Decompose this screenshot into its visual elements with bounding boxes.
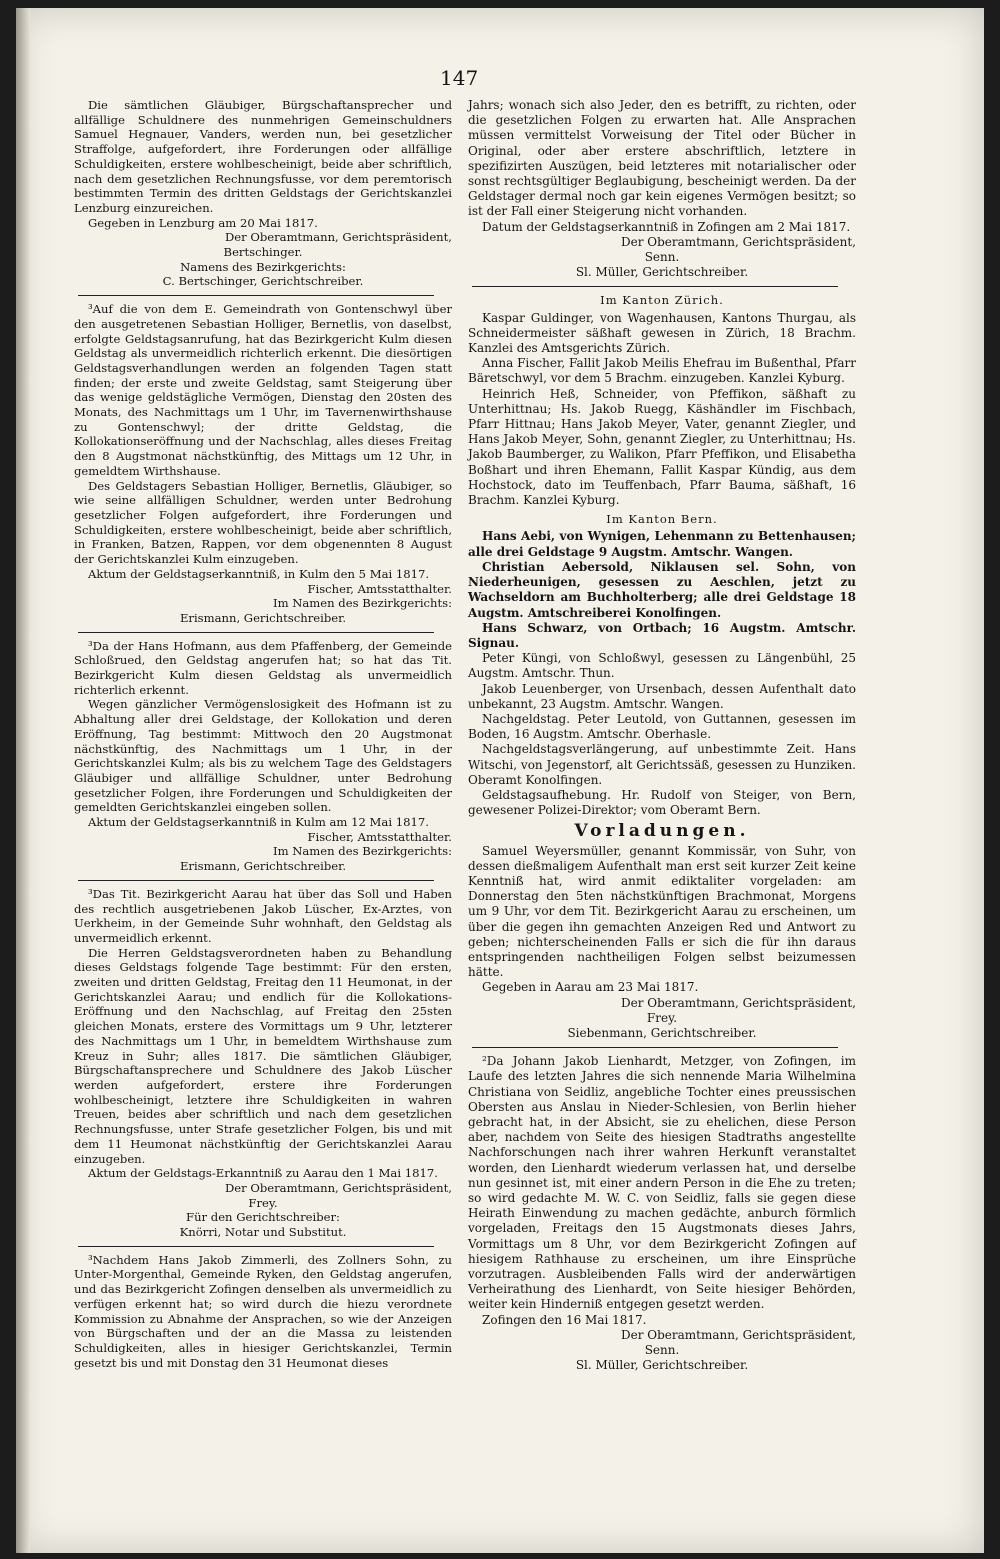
signature-line: Frey.: [248, 1195, 278, 1210]
divider: [78, 1246, 434, 1247]
notice-date: Aktum der Geldstagserkanntniß in Kulm am 12 Mai 1817.: [88, 815, 429, 830]
signature-line: Der Oberamtmann, Gerichtspräsident,: [620, 995, 856, 1010]
list-item: Christian Aebersold, Niklausen sel. Sohn, von Niederheunigen, gesessen zu Aeschlen, jetzt zu Wachseldorn am Buchholterberg; alle drei Geldstage 18 Augstm. Amtschreiberei Konolfingen.: [468, 559, 856, 620]
signature-line: Im Namen des Bezirkgerichts:: [272, 596, 452, 611]
signature-line: Der Oberamtmann, Gerichtspräsident,: [224, 230, 452, 245]
notice-date: Aktum der Geldstagserkanntniß, in Kulm den 5 Mai 1817.: [88, 566, 430, 581]
notice-body: ³Auf die von dem E. Gemeindrath von Gontenschwyl über den ausgetretenen Sebastian Holliger, Bernetlis, von daselbst, erfolgte Geldstagsanrufung, hat das Bezirkgericht Kulm diesen Geldstag als unvermeidlich richterlich erkennt. Die diesörtigen Geldstagsverhandlungen werden an folgenden Tagen statt finden; der erste und zweite Geldstag, samt Steigerung über das wenige geldstägliche Vermögen, Dienstag den 20sten des Monats, des Nachmittags um 1 Uhr, im Tavernenwirthshause zu Gontenschwyl; der dritte Geldstag, die Kollokationseröffnung und der Nachschlag, alles dieses Freitag den 8 Augstmonat nächstkünftig, des Mittags um 12 Uhr, in gemeldtem Wirthshause.: [74, 302, 452, 478]
right-column: [468, 98, 856, 1373]
signature-line: Der Oberamtmann, Gerichtspräsident,: [620, 1327, 856, 1342]
signature-line: Senn.: [644, 250, 680, 265]
notice-body: Die sämtlichen Gläubiger, Bürgschaftansprecher und allfällige Schuldnere des nunmehrigen Gemeinschuldners Samuel Hegnauer, Vanders, werden nun, bei gesetzlicher Straffolge, aufgefordert, ihre Forderungen oder allfällige Schuldigkeiten, erstere wohlbescheinigt, beide aber schriftlich, nach dem gesetzlichen Rechnungsfusse, vor dem peremtorisch bestimmten Termin des dritten Geldstags der Gerichtskanzlei Lenzburg einzureichen.: [74, 98, 452, 215]
list-item: Geldstagsaufhebung. Hr. Rudolf von Steiger, von Bern, gewesener Polizei-Direktor; vom Oberamt Bern.: [468, 787, 856, 818]
list-item: Hans Aebi, von Wynigen, Lehenmann zu Bettenhausen; alle drei Geldstage 9 Augstm. Amtschr. Wangen.: [468, 529, 856, 559]
notice-body: ³Da der Hans Hofmann, aus dem Pfaffenberg, der Gemeinde Schloßrued, den Geldstag angerufen hat; so hat das Tit. Bezirkgericht Kulm diesen Geldstag als unvermeidlich richterlich erkennt.: [74, 638, 452, 697]
notice-date: Gegeben in Lenzburg am 20 Mai 1817.: [88, 215, 318, 230]
notice-date: Datum der Geldstagserkanntniß in Zofingen am 2 Mai 1817.: [482, 219, 851, 234]
notice-body: Wegen gänzlicher Vermögenslosigkeit des Hofmann ist zu Abhaltung aller drei Geldstage, der Kollokation und deren Eröffnung, Tag bestimmt: Mittwoch den 20 Augstmonat nächstkünftig, des Nachmittags um 1 Uhr, in der Gerichtskanzlei Kulm; als bis zu welchem Tage des Geldstagers Gläubiger und allfällige Schuldner, unter Bedrohung gesetzlicher Folgen, ihre Forderungen und Schuldigkeiten der gemeldten Gerichtskanzlei eingeben sollen.: [74, 697, 452, 815]
list-item: Anna Fischer, Fallit Jakob Meilis Ehefrau im Bußenthal, Pfarr Bäretschwyl, vor dem 5 Brachm. einzugeben. Kanzlei Kyburg.: [468, 356, 856, 386]
divider: [472, 1047, 838, 1048]
signature-line: Knörri, Notar und Substitut.: [179, 1225, 347, 1240]
notice-date: Zofingen den 16 Mai 1817.: [482, 1312, 647, 1327]
notice-body: ³Nachdem Hans Jakob Zimmerli, des Zollners Sohn, zu Unter-Morgenthal, Gemeinde Ryken, den Geldstag angerufen, und das Bezirkgericht Zofingen denselben als unvermeidlich zu verfügen erkennt hat; so wird durch die hiezu verordnete Kommission zu Abnahme der Ansprachen, so wie der Anzeigen von Bürgschaften und der an die Massa zu leistenden Schuldigkeiten, alles in hiesiger Gerichtskanzlei, Termin gesetzt bis und mit Donstag den 31 Heumonat dieses: [74, 1252, 452, 1370]
list-item: Kaspar Guldinger, von Wagenhausen, Kantons Thurgau, als Schneidermeister säßhaft gewesen in Zürich, 18 Brachm. Kanzlei des Amtsgerichts Zürich.: [468, 310, 856, 356]
page-spine: [16, 8, 30, 1553]
list-item: Nachgeldstag. Peter Leutold, von Guttannen, gesessen im Boden, 16 Augstm. Amtschr. Oberhasle.: [468, 711, 856, 742]
signature-line: Bertschinger.: [223, 245, 303, 260]
notice-body: Die Herren Geldstagsverordneten haben zu Behandlung dieses Geldstags folgende Tage bestimmt: Für den ersten, zweiten und dritten Geldstag, Freitag den 11 Heumonat, in der Gerichtskanzlei Aarau; und endlich für die Kollokations-Eröffnung und den Nachschlag, auf Freitag den 25sten gleichen Monats, erstere des Vormittags um 9 Uhr, letzterer des Nachmittags um 1 Uhr, in bemeldtem Wirthshause zum Kreuz in Suhr; alles 1817. Die sämtlichen Gläubiger, Bürgschaftansprechere und Schuldnere des Jakob Lüscher werden aufgefordert, erstere ihre Forderungen wohlbescheinigt, letztere ihre Schuldigkeiten in wahren Treuen, beides aber schriftlich und nach dem gesetzlichen Rechnungsfusse, unter Strafe gesetzlicher Folgen, bis und mit dem 11 Heumonat nächstkünftig der Gerichtskanzlei Aarau einzugeben.: [74, 945, 452, 1166]
signature-line: Für den Gerichtschreiber:: [186, 1210, 340, 1225]
notice-body: ²Da Johann Jakob Lienhardt, Metzger, von Zofingen, im Laufe des letzten Jahres die sich nennende Maria Wilhelmina Christiana von Seidliz, angebliche Tochter eines preussischen Obersten aus Anslau in Nieder-Schlesien, von Berlin hieher gebracht hat, in der Absicht, sie zu ehelichen, diese Person aber, nachdem von Seite des hiesigen Stadtraths angestellte Nachforschungen nach ihrer wahren Herkunft veranstaltet worden, den Lienhardt wiederum verlassen hat, und derselbe nun gesinnet ist, mit einer andern Person in die Ehe zu treten; so wird gedachte M. W. C. von Seidliz, falls sie gegen diese Heirath Einwendung zu machen gedächte, anburch förmlich vorgeladen, Freitags den 15 Augstmonats dieses Jahrs, Vormittags um 8 Uhr, vor dem Bezirkgericht Zofingen auf hiesigem Rathhause zu erscheinen, um ihre Einsprüche vorzutragen. Ausbleibenden Falls wird der anderwärtigen Verheirathung des Lienhardt, von Seite hiesiger Behörden, weiter kein Hinderniß entgegen gesetzt werden.: [468, 1054, 856, 1312]
list-item: Peter Küngi, von Schloßwyl, gesessen zu Längenbühl, 25 Augstm. Amtschr. Thun.: [468, 651, 856, 681]
signature-line: C. Bertschinger, Gerichtschreiber.: [162, 274, 364, 289]
signature-line: Erismann, Gerichtschreiber.: [179, 610, 347, 625]
divider: [78, 295, 434, 296]
signature-line: Im Namen des Bezirkgerichts:: [272, 844, 452, 859]
signature-line: Fischer, Amtsstatthalter.: [307, 581, 452, 596]
signature-line: Erismann, Gerichtschreiber.: [179, 859, 347, 874]
notice-body: Des Geldstagers Sebastian Holliger, Bernetlis, Gläubiger, so wie seine allfälligen Schuldner, werden unter Bedrohung gesetzlicher Folgen aufgefordert, ihre Forderungen und Schuldigkeiten, erstere wohlbescheinigt, beide aber schriftlich, in Franken, Batzen, Rappen, vor dem obgenennten 8 August der Gerichtskanzlei Kulm einzugeben.: [74, 478, 452, 567]
notice-body: Jahrs; wonach sich also Jeder, den es betrifft, zu richten, oder die gesetzlichen Folgen zu erwarten hat. Alle Ansprachen müssen vermittelst Vorweisung der Titel oder Bücher in Original, oder aber erstere abschriftlich, letztere in spezifizirten Auszügen, beid letzteres mit notarialischer oder sonst rechtsgültiger Beglaubigung, bescheinigt werden. Da der Geldstager dermal noch gar kein eigenes Vermögen besitzt; so ist der Fall einer Steigerung nicht vorhanden.: [468, 98, 856, 219]
section-title: Vorladungen.: [574, 821, 750, 842]
notice-date: Gegeben in Aarau am 23 Mai 1817.: [482, 980, 699, 995]
signature-line: Frey.: [646, 1010, 678, 1025]
section-heading: Im Kanton Zürich.: [600, 293, 724, 308]
signature-line: Der Oberamtmann, Gerichtspräsident,: [620, 234, 856, 249]
signature-line: Fischer, Amtsstatthalter.: [307, 829, 452, 844]
signature-line: Namens des Bezirkgerichts:: [180, 259, 346, 274]
notice-date: Aktum der Geldstags-Erkanntniß zu Aarau den 1 Mai 1817.: [88, 1166, 438, 1181]
signature-line: Sl. Müller, Gerichtschreiber.: [575, 1358, 749, 1373]
signature-line: Sl. Müller, Gerichtschreiber.: [575, 265, 749, 280]
list-item: Jakob Leuenberger, von Ursenbach, dessen Aufenthalt dato unbekannt, 23 Augstm. Amtschr. Wangen.: [468, 681, 856, 711]
notice-body: ³Das Tit. Bezirkgericht Aarau hat über das Soll und Haben des rechtlich ausgetriebenen Jakob Lüscher, Ex-Arztes, von Uerkheim, in der Gemeinde Suhr wohnhaft, den Geldstag als unvermeidlich erkennt.: [74, 886, 452, 945]
list-item: Heinrich Heß, Schneider, von Pfeffikon, säßhaft zu Unterhittnau; Hs. Jakob Ruegg, Käshändler im Fischbach, Pfarr Hittnau; Hans Jakob Meyer, Vater, genannt Ziegler, und Hans Jakob Meyer, Sohn, genannt Ziegler, zu Unterhittnau; Hs. Jakob Baumberger, zu Walikon, Pfarr Pfeffikon, und Elisabetha Boßhart und ihren Ehemann, Fallit Kaspar Kündig, aus dem Hochstock, dato im Teuffenbach, Pfarr Bauma, säßhaft, 16 Brachm. Kanzlei Kyburg.: [468, 386, 856, 508]
divider: [78, 880, 434, 881]
signature-line: Senn.: [644, 1343, 680, 1358]
list-item: Nachgeldstagsverlängerung, auf unbestimmte Zeit. Hans Witschi, von Jegenstorf, alt Gerichtssäß, gesessen zu Hunziken. Oberamt Konolfingen.: [468, 742, 856, 787]
page-number: 147: [440, 66, 479, 90]
divider: [472, 286, 838, 287]
left-column: [74, 98, 452, 1370]
divider: [78, 632, 434, 633]
section-heading: Im Kanton Bern.: [606, 512, 718, 527]
signature-line: Der Oberamtmann, Gerichtspräsident,: [224, 1180, 452, 1195]
signature-line: Siebenmann, Gerichtschreiber.: [567, 1025, 757, 1040]
list-item: Hans Schwarz, von Ortbach; 16 Augstm. Amtschr. Signau.: [468, 620, 856, 650]
notice-body: Samuel Weyersmüller, genannt Kommissär, von Suhr, von dessen dießmaligem Aufenthalt man erst seit kurzer Zeit keine Kenntniß hat, wird anmit ediktaliter vorgeladen: am Donnerstag den 5ten nächstkünftigen Brachmonat, Morgens um 9 Uhr, vor dem Tit. Bezirkgericht Aarau zu erscheinen, um über die gegen ihn gemachten Anzeigen Red und Antwort zu geben; nichterscheinenden Falls er sich die für ihn daraus entspringenden nachtheiligen Folgen selbst beizumessen hätte.: [468, 843, 856, 980]
